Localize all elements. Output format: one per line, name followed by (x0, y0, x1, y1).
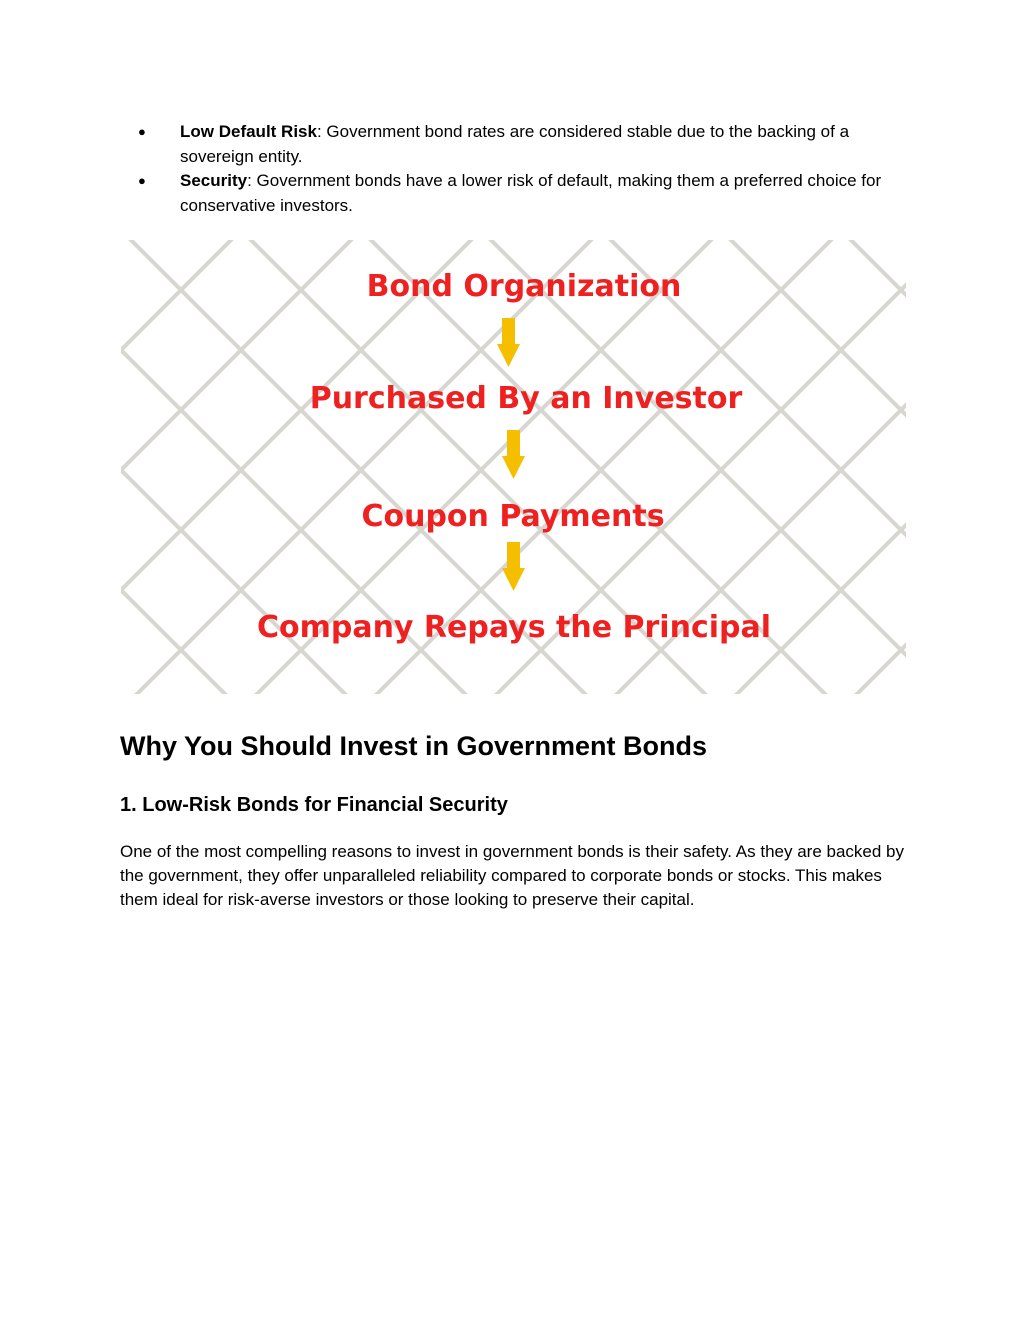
section-heading: Why You Should Invest in Government Bonds (120, 731, 708, 761)
bond-process-figure (121, 240, 906, 694)
bullet-term: Low Default Risk (180, 122, 317, 141)
bullet-dot-icon: ● (138, 173, 146, 188)
step-purchased-by-investor: Purchased By an Investor (309, 381, 743, 416)
bullet-item-security (120, 169, 910, 218)
bullet-text: : Government bond rates are considered stable due to the backing of a sovereign entity. (180, 122, 850, 166)
step-coupon-payments: Coupon Payments (361, 499, 665, 534)
bullet-list (120, 120, 910, 218)
body-paragraph: One of the most compelling reasons to invest in government bonds is their safety. As they are backed by the government, they offer unparalleled reliability compared to corporate bonds or stocks. This makes them ideal for risk-averse investors or those looking to preserve their capital. (120, 842, 904, 909)
bullet-text: : Government bonds have a lower risk of default, making them a preferred choice for conservative investors. (180, 171, 882, 215)
bond-process-diagram (121, 240, 906, 694)
step-company-repays-principal: Company Repays the Principal (256, 610, 772, 645)
bullet-item-low-default-risk (120, 120, 910, 169)
bullet-dot-icon: ● (138, 124, 146, 139)
step-bond-organization: Bond Organization (366, 269, 682, 304)
bullet-term: Security (180, 171, 248, 190)
subsection-heading: 1. Low-Risk Bonds for Financial Security (120, 794, 508, 816)
